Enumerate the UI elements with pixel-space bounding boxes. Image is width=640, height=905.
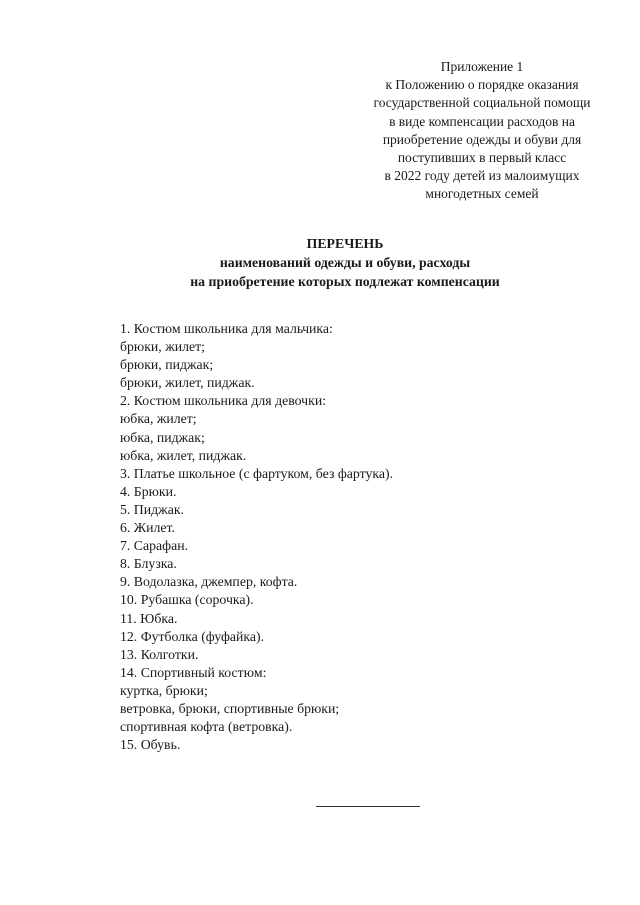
list-item: 7. Сарафан. [120, 538, 189, 554]
list-item: брюки, пиджак; [120, 357, 214, 373]
appendix-line: в виде компенсации расходов на [389, 113, 575, 129]
list-item: 12. Футболка (фуфайка). [120, 628, 265, 644]
list-item: куртка, брюки; [120, 682, 208, 698]
list-item: 11. Юбка. [120, 610, 178, 626]
list-item: 1. Костюм школьника для мальчика: [120, 321, 333, 336]
list-item: 14. Спортивный костюм: [120, 664, 267, 680]
list-item: 2. Костюм школьника для девочки: [120, 393, 327, 409]
list-item: 6. Жилет. [120, 520, 175, 536]
appendix-line: Приложение 1 [440, 59, 524, 74]
list-item: 13. Колготки. [120, 646, 199, 662]
list-item: 5. Пиджак. [120, 501, 184, 517]
list-item: 4. Брюки. [120, 483, 177, 499]
list-item: ветровка, брюки, спортивные брюки; [120, 700, 340, 716]
items-list [120, 320, 590, 754]
appendix-reference [352, 58, 612, 204]
appendix-line: государственной социальной помощи [373, 95, 591, 111]
appendix-line: приобретение одежды и обуви для [382, 131, 582, 147]
list-item: 10. Рубашка (сорочка). [120, 592, 254, 608]
list-item: брюки, жилет, пиджак. [120, 375, 255, 391]
list-item: 15. Обувь. [120, 737, 181, 753]
list-item: брюки, жилет; [120, 339, 205, 355]
list-item: 8. Блузка. [120, 556, 177, 572]
heading-subtitle-line: наименований одежды и обуви, расходы [219, 255, 471, 270]
list-item: юбка, пиджак; [120, 429, 205, 445]
heading-title: ПЕРЕЧЕНЬ [306, 236, 384, 251]
list-item: 3. Платье школьное (с фартуком, без фартука). [120, 465, 394, 481]
list-item: юбка, жилет, пиджак. [120, 447, 247, 463]
end-divider-line [316, 806, 420, 807]
list-item: юбка, жилет; [120, 411, 197, 427]
document-heading [100, 234, 590, 291]
appendix-line: к Положению о порядке оказания [385, 77, 579, 93]
appendix-line: многодетных семей [425, 186, 539, 202]
appendix-line: в 2022 году детей из малоимущих [384, 168, 580, 184]
list-item: спортивная кофта (ветровка). [120, 719, 293, 735]
list-item: 9. Водолазка, джемпер, кофта. [120, 574, 298, 590]
heading-subtitle-line: на приобретение которых подлежат компенсации [190, 274, 500, 289]
appendix-line: поступивших в первый класс [397, 150, 567, 166]
